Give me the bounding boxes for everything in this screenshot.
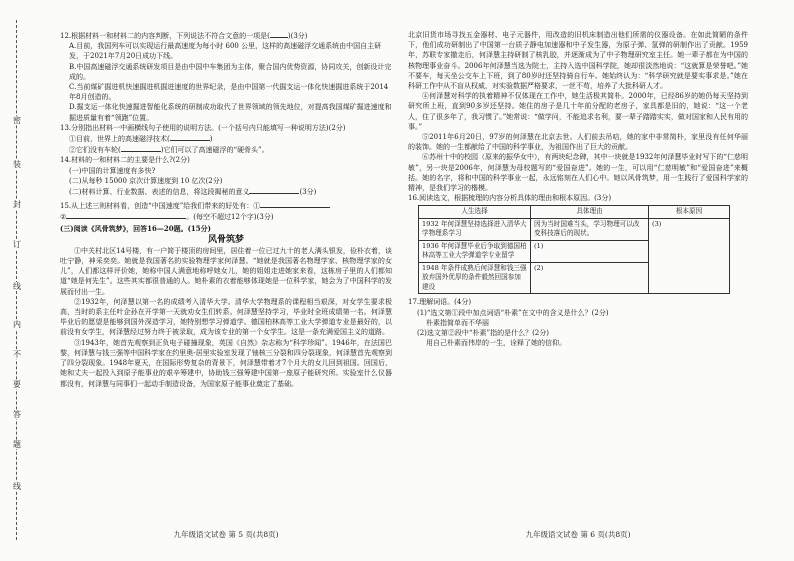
table-cell-root-answer[interactable]: (3) — [649, 218, 730, 294]
q17-answer-2[interactable]: 用自己朴素而伟岸的一生，诠释了她的信仰。 — [426, 339, 566, 348]
q13-blank-2[interactable] — [121, 144, 161, 152]
table-row — [419, 218, 730, 240]
binding-char: 线 — [9, 482, 25, 491]
q13-item-2-end: )它们可以了高速磁浮的“硬骨头”。 — [160, 146, 269, 155]
q17-answer-1[interactable]: 朴素指简单而不华丽 — [426, 318, 489, 327]
q15-stem: 15.从上述三则材料看，创造“中国速度”给我们带来的好处有：① — [60, 202, 261, 211]
q17-item-2: (2)选文第②段中“朴素”指的是什么？(2分) — [417, 329, 549, 338]
q12-stem: 12.根据材料一和材料二的内容判断，下列说法不符合文意的一项是( — [60, 32, 270, 40]
left-footer: 九年级语文试卷 第 5 页(共8页) — [173, 530, 279, 539]
q14-item-1: (一)中国的计算速度有多快? — [69, 166, 156, 175]
passage-paragraph: ①中关村北区14号楼，有一户简于楼顶的房间里，居住着一位已过九十的老人满头银发，俭朴衣着，谈吐宁静，神采奕奕。她就是我国著名的实验物理学家何泽慧。“她就是我国著名物理学家、核物理学家的女儿”，人们都这样评价她，她称中国人满意地称呼她女儿，她的姐姐走进她家来看，这栋房子里的人们都知道“她是何先生”。这些其实都很普通的人。她朴素的衣着能够体现她是一位科学家，她会为了中国科学的发展而付出一生。 — [60, 246, 392, 296]
binding-char: 内 — [9, 320, 25, 329]
q13-stem: 13.分别指出材料一中画横线句子使用的说明方法。(一个括号内只能填写一种说明方法)(2分) — [60, 123, 346, 132]
q16-stem: 16.阅读选文，根据梳理的内容分析具体的理由和根本原因。(3分) — [408, 194, 612, 203]
q12-answer-blank[interactable] — [270, 30, 288, 38]
table-cell-choice: 1932 年何泽慧坚持选择进入清华大学物理系学习 — [419, 218, 531, 240]
passage-paragraph: ②1932年，何泽慧以第一名的成绩考入清华大学。清华大学物理系的课程相当艰深，对女学生要求极高，当时的系主任叶企孙在开学第一天就劝女生们转系。何泽慧坚持学习，毕业时全班成绩第一名。何泽慧毕业后的愿望是能够到国外深造学习，她特别想学习弹道学。德国柏林高等工业大学弹道专业是最好的，以前没有女学生，何泽慧经过努力终于被录取，成为该专业的第一个女学生。这是一条充满爱国主义的道路。 — [60, 297, 392, 337]
left-page — [60, 30, 392, 389]
q15-line2: ② — [60, 213, 67, 222]
question-16 — [408, 193, 748, 294]
question-12 — [60, 30, 392, 123]
q17-stem: 17.理解词语。(4分) — [408, 298, 472, 307]
q16-table — [418, 205, 730, 294]
question-17 — [408, 297, 748, 348]
section-3-heading: (三)阅读《风骨筑梦》，回答16—20题。(15分) — [60, 223, 211, 233]
q13-item-2: ②它们没有车轮( — [69, 146, 121, 155]
question-13 — [60, 123, 392, 156]
binding-char: 订 — [9, 240, 25, 249]
q13-item-1-end: ) — [209, 135, 213, 144]
q14-blank[interactable] — [249, 186, 299, 194]
binding-char: 要 — [9, 380, 25, 389]
passage-title: 风骨筑梦 — [207, 234, 244, 245]
right-page — [408, 30, 748, 348]
table-cell-reason: 因为当时国难当头，学习物理可以改变科技落后的现状。 — [531, 218, 649, 240]
binding-char: 装 — [9, 160, 25, 169]
binding-dashed-line — [16, 20, 17, 540]
binding-char: 密 — [9, 116, 25, 125]
passage-paragraph: 北京旧货市场寻找五金器材、电子元器件，用改造的旧机床制造出他们所需的仪器设备。在如此简陋的条件下，他们成功研制出了中国第一台质子静电加速器和中子发生器，为原子弹、氢弹的研制作出了贡献。1959年，苏联专家撤走后，何泽慧主持研制了核乳胶，并逐渐成为了中子物理研究室主任。她一辈子都在为中国的核物理事业奋斗。2006年何泽慧当选为院士，主持入选中国科学院，她却很淡然地说：“这就算是荣誉吧。”她不要车，每天坐公交车上下班，到了80岁时还坚持骑自行车。她始终认为：“科学研究就是要实事求是。”她在科研工作中从不盲从权威，对实验数据严格要求，一丝不苟，培养了大批科研人才。 — [408, 31, 748, 91]
right-footer: 九年级语文试卷 第 6 页(共8页) — [525, 530, 631, 539]
table-header: 具体理由 — [531, 206, 649, 219]
q12-option-b: B.中国高速磁浮交通系统研发项目是由中国中车集团为主体，聚合国内优势资源，协同攻关，创新设计完成的。 — [69, 62, 392, 81]
question-15 — [60, 200, 392, 222]
q14-item-2: (二)材料计算、行业数据、表述的信息，将这段揭秘的意义 — [69, 188, 250, 197]
binding-margin — [6, 20, 28, 540]
passage-paragraph: ⑥苏州十中的校园（原来的振华女中），有两块纪念碑，其中一块就是1932年何泽慧毕业时写下的“仁慈明敏”，另一块是2006年，何泽慧为母校题写的“爱国奋进”。她的一生，可以用“仁慈明敏”和“爱国奋进”来概括。她的名字，将和中国的科学事业一起，永远铭刻在人们心中。她以风骨筑梦，用一生践行了爱国科学家的精神，是我们学习的楷模。 — [408, 153, 748, 193]
table-header: 根本原因 — [649, 206, 730, 219]
binding-char: 题 — [9, 440, 25, 449]
q14-item-2b: (3分) — [299, 188, 317, 197]
passage-paragraph: ⑤2011年6月20日，97岁的何泽慧在北京去世。人们前去吊唁，她的家中非常简朴，家里没有任何华丽的装饰。她的一生都献给了中国的科学事业，为祖国作出了巨大的贡献。 — [408, 133, 748, 152]
binding-char: 线 — [9, 282, 25, 291]
q15-line2-end: 。(每空不超过12个字)(3分) — [186, 213, 274, 222]
binding-char: 不 — [9, 350, 25, 359]
q13-item-1: ①目前，世界上的高速磁浮技术( — [69, 135, 170, 144]
q14-stem: 14.材料的一和材料二的主要是什么?(2分) — [60, 156, 190, 165]
binding-char: 答 — [9, 410, 25, 419]
passage-paragraph: ④何泽慧对科学的执着精神不仅体现在工作中，她生活极其简朴。2000年，已经86岁的她仍每天坚持到研究所上班，直到90多岁还坚持。她住的房子是几十年前分配的老房子，家具都是旧的，她说：“这一个老人，住了很多年了，我习惯了。”她常说：“做学问，不能追求名利，要一辈子踏踏实实，做对国家和人民有用的事。” — [408, 92, 748, 131]
q15-blank-1[interactable] — [260, 200, 330, 208]
table-header-row — [419, 206, 730, 219]
q12-option-a: A.目前，我国列车可以实现运行最高速度为每小时 600 公里，这样的高速磁浮交通系统由中国自主研发，于2021年7月20日成功下线。 — [69, 42, 382, 61]
q14-item-1b: (二)从每秒 15000 京次计算速度到 10 亿次(2分) — [69, 176, 223, 185]
passage-paragraph: ③1943年，她首先观察到正负电子碰撞现象，英国《自然》杂志称为“科学珍闻”。1946年，在法国巴黎，何泽慧与钱三强等中国科学家在约里奥-居里实验室发现了铀核三分裂和四分裂现象，何泽慧首先观察到了四分裂现象。1948年夏天，在国际形势复杂的背景下，何泽慧带着才7个月大的女儿回到祖国。回国后，她和丈夫一起投入到原子能事业的艰辛筹建中，协助钱三强筹建中国第一座原子能研究所。实验室什么仪器都没有，何泽慧与同事们一起动手制造设备，为国家原子能事业奠定了基础。 — [60, 338, 392, 388]
q17-item-1: (1)“选文第①段中加点词语“朴素”在文中的含义是什么？(2分) — [417, 308, 609, 317]
q12-option-d: D.掘支运一体化快速掘进智能化系统的研制成功取代了世界领域的领先地位，对提高我国煤矿掘进速度和掘进质量有着“领跑”位置。 — [69, 103, 392, 122]
q15-blank-2[interactable] — [66, 211, 186, 219]
q12-stem-end: )(3分) — [287, 32, 308, 40]
table-cell-choice: 1948 年条件成熟后何泽慧和钱三强放弃国外优厚的条件毅然回国参加建设 — [419, 262, 531, 294]
q12-option-c: C.当前煤矿掘进机快速掘进机掘进速度的世界纪录，是由中国第一代掘支运一体化快速掘进系统于2014年8月创造的。 — [69, 83, 389, 102]
table-cell-reason-answer[interactable]: (1) — [531, 240, 649, 262]
table-cell-choice: 1936 年何泽慧毕业后争取到德国柏林高等工业大学弹道学专业留学 — [419, 240, 531, 262]
table-cell-reason-answer[interactable]: (2) — [531, 262, 649, 294]
q13-blank-1[interactable] — [170, 133, 210, 141]
question-14 — [60, 155, 392, 197]
table-header: 人生选择 — [419, 206, 531, 219]
binding-char: 封 — [9, 200, 25, 209]
